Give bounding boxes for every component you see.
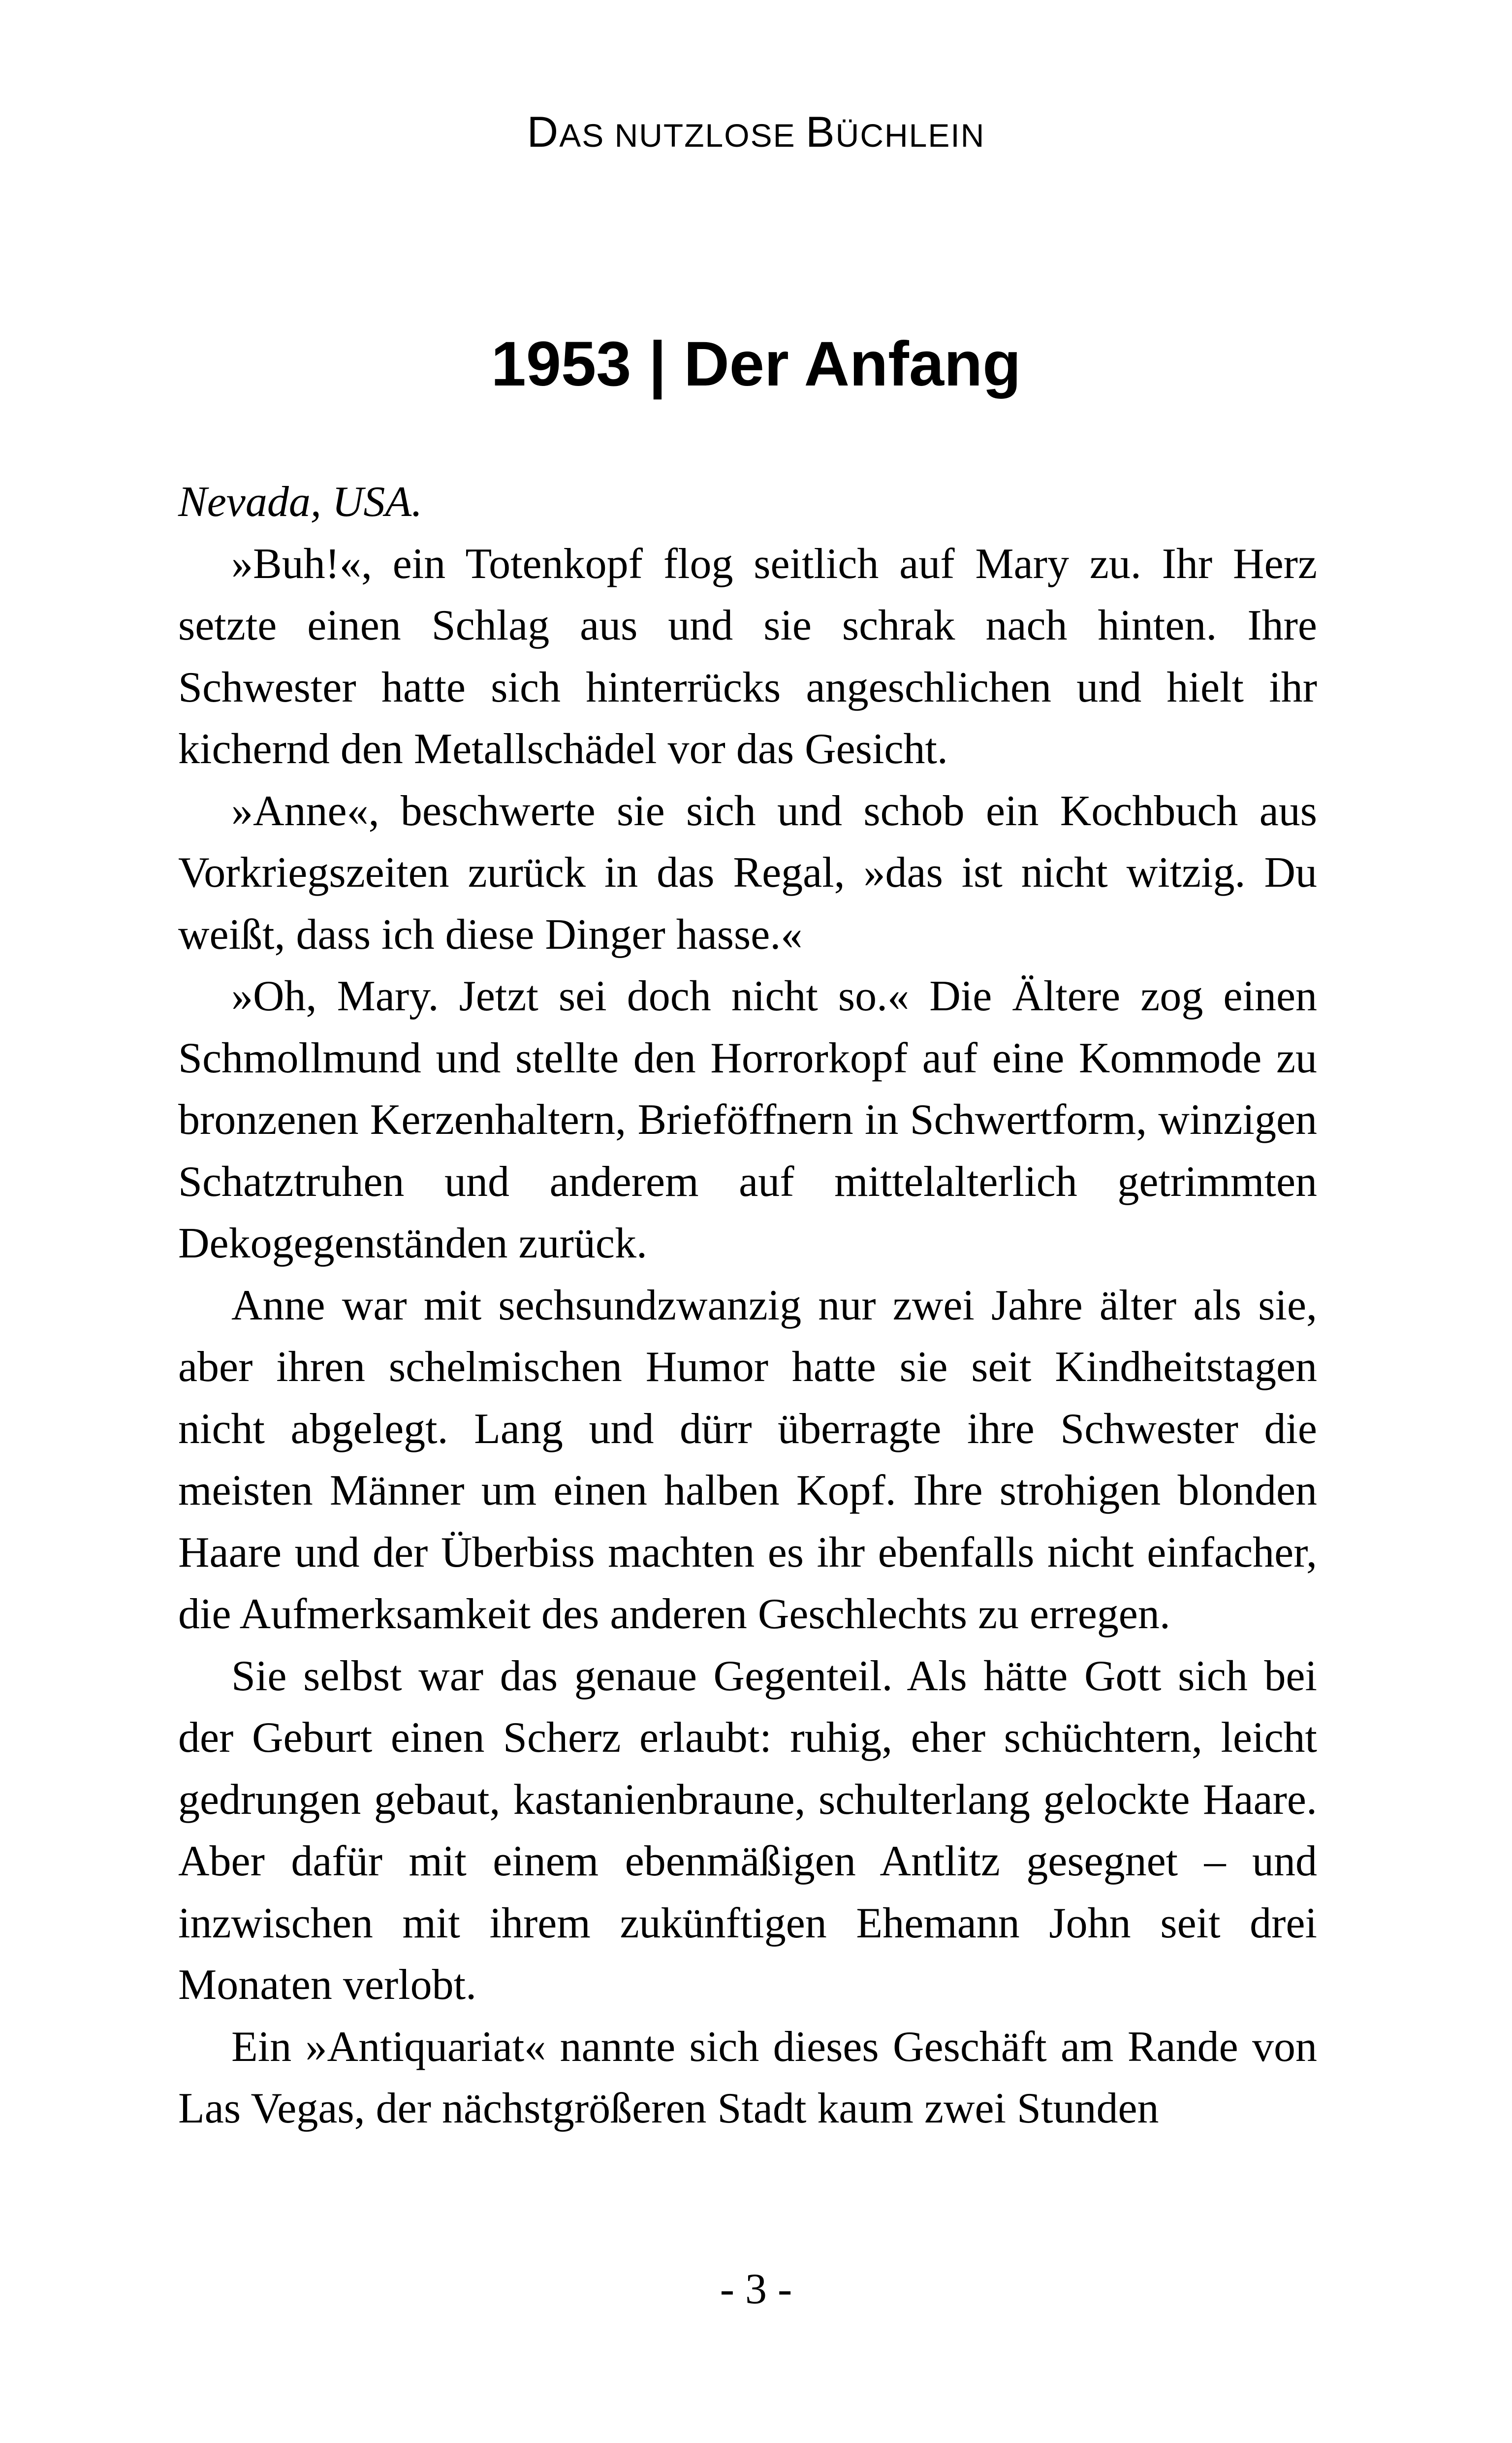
page-number: - 3 - (720, 2265, 792, 2313)
running-head (0, 102, 1512, 165)
running-head-smallcaps-1: AS NUTZLOSE (559, 117, 806, 154)
paragraph: Ein »Antiquariat« nannte sich dieses Geschäft am Rande von Las Vegas, der nächstgrößeren Stadt kaum zwei Stunden (178, 2023, 1317, 2132)
body-text (178, 471, 1317, 2140)
paragraph: Anne war mit sechsundzwanzig nur zwei Jahre älter als sie, aber ihren schelmischen Humor hatte sie seit Kindheitstagen nicht abgelegt. Lang und dürr überragte ihre Schwester die meisten Männer um einen halben Kopf. Ihre strohigen blonden Haare und der Überbiss machten es ihr ebenfalls nicht einfacher, die Aufmerksamkeit des anderen Geschlechts zu erregen. (178, 1281, 1317, 1638)
running-head-initial-2: B (805, 107, 836, 156)
running-head-initial-1: D (527, 107, 560, 156)
running-head-smallcaps-2: ÜCHLEIN (835, 117, 985, 154)
paragraph: »Buh!«, ein Totenkopf flog seitlich auf Mary zu. Ihr Herz setzte einen Schlag aus und sie schrak nach hinten. Ihre Schwester hatte sich hinterrücks angeschlichen und hielt ihr kichernd den Metallschädel vor das Gesicht. (178, 540, 1317, 773)
paragraph: Sie selbst war das genaue Gegenteil. Als hätte Gott sich bei der Geburt einen Scherz erlaubt: ruhig, eher schüchtern, leicht gedrungen gebaut, kastanienbraune, schulterlang gelockte Haare. Aber dafür mit einem ebenmäßigen Antlitz gesegnet – und inzwischen mit ihrem zukünftigen Ehemann John seit drei Monaten verlobt. (178, 1652, 1317, 2009)
paragraph: »Anne«, beschwerte sie sich und schob ein Kochbuch aus Vorkriegszeiten zurück in das Regal, »das ist nicht witzig. Du weißt, dass ich diese Dinger hasse.« (178, 787, 1317, 959)
chapter-title: 1953 | Der Anfang (491, 329, 1021, 399)
paragraph: »Oh, Mary. Jetzt sei doch nicht so.« Die Ältere zog einen Schmollmund und stellte den Horrorkopf auf eine Kommode zu bronzenen Kerzenhaltern, Brieföffnern in Schwertform, winzigen Schatztruhen und anderem auf mittelalterlich getrimmten Dekogegenständen zurück. (178, 972, 1317, 1267)
place-line: Nevada, USA. (178, 478, 423, 526)
